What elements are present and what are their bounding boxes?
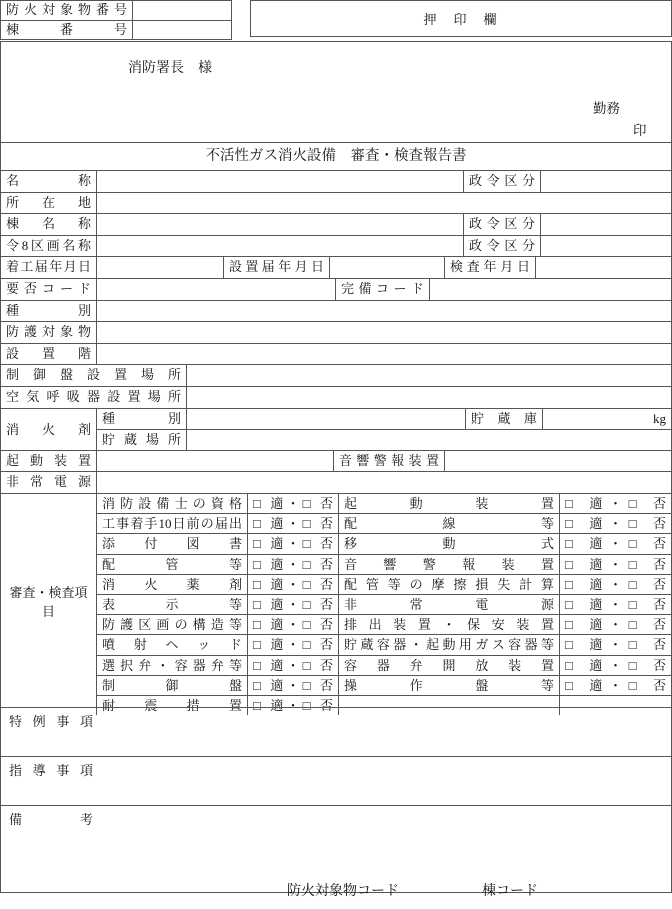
special-notes-section[interactable] <box>1 707 671 756</box>
breathing-apparatus-place-field[interactable] <box>186 387 671 408</box>
checklist-item-left: 表示等 <box>96 595 247 614</box>
pass-fail-checkbox-left[interactable]: □ 適・□ 否 <box>247 534 338 553</box>
pass-fail-checkbox-right[interactable]: □ 適・□ 否 <box>559 615 671 634</box>
pass-fail-checkbox-right[interactable]: □ 適・□ 否 <box>559 575 671 594</box>
pass-fail-checkbox-right[interactable]: □ 適・□ 否 <box>559 656 671 675</box>
install-floor-row <box>1 343 671 365</box>
guidance-notes-section[interactable] <box>1 756 671 805</box>
type-label: 種別 <box>6 302 91 318</box>
building-number-row <box>1 20 231 40</box>
gov-class-label-3: 政令区分 <box>463 236 540 257</box>
yohi-code-row <box>1 278 671 300</box>
breathing-apparatus-place-row <box>1 386 671 408</box>
building-number-label: 棟番号 <box>1 21 133 40</box>
building-name-row <box>1 213 671 235</box>
seal-column-label: 押 印 欄 <box>423 12 499 27</box>
pass-fail-checkbox-right[interactable]: □ 適・□ 否 <box>559 514 671 533</box>
construction-date-field[interactable] <box>96 257 223 278</box>
pass-fail-checkbox-right[interactable]: □ 適・□ 否 <box>559 534 671 553</box>
start-device-field[interactable] <box>96 451 333 472</box>
gov-class-label-1: 政令区分 <box>463 171 540 192</box>
storage-place-label: 貯蔵場所 <box>96 430 186 450</box>
addressee-header <box>1 42 671 142</box>
pass-fail-checkbox-left[interactable]: □ 適・□ 否 <box>247 696 338 715</box>
start-device-label: 起動装置 <box>6 452 91 468</box>
checklist-item-left: 選択弁・容器弁等 <box>96 656 247 675</box>
pass-fail-checkbox-left[interactable]: □ 適・□ 否 <box>247 656 338 675</box>
rei8-section-row <box>1 235 671 257</box>
pass-fail-checkbox-left[interactable]: □ 適・□ 否 <box>247 575 338 594</box>
building-code-label: 棟コード <box>482 884 538 899</box>
checklist-item-left: 消火薬剤 <box>96 575 247 594</box>
footer-codes <box>0 880 672 902</box>
fire-object-code-label: 防火対象物コード <box>287 884 399 899</box>
agent-type-row <box>96 409 671 429</box>
inspection-date-label: 検査年月日 <box>444 257 535 278</box>
checklist-item-right: 貯蔵容器・起動用ガス容器等 <box>338 635 559 654</box>
pass-fail-checkbox-left[interactable]: □ 適・□ 否 <box>247 635 338 654</box>
sound-alarm-label: 音響警報装置 <box>333 451 444 472</box>
gov-class-label-2: 政令区分 <box>463 214 540 235</box>
checklist-item-left: 噴射ヘッド <box>96 635 247 654</box>
control-panel-place-label: 制御盤設置場所 <box>6 367 181 383</box>
agent-type-label: 種別 <box>96 409 186 429</box>
address-field[interactable] <box>96 193 671 214</box>
protected-object-row <box>1 321 671 343</box>
fire-object-number-row <box>1 1 231 20</box>
agent-type-field[interactable] <box>186 409 465 429</box>
building-number-field[interactable] <box>133 21 231 40</box>
kanbi-code-label: 完備コード <box>335 279 429 300</box>
checklist-item-right: 容器弁開放装置 <box>338 656 559 675</box>
kanbi-code-field[interactable] <box>429 279 671 300</box>
object-number-block <box>0 0 232 40</box>
pass-fail-checkbox-left[interactable]: □ 適・□ 否 <box>247 676 338 695</box>
checklist-row <box>96 513 671 533</box>
checklist-item-right: 音響警報装置 <box>338 555 559 574</box>
gov-class-field-1[interactable] <box>540 171 671 192</box>
breathing-apparatus-place-label: 空気呼吸器設置場所 <box>6 388 181 404</box>
extinguishing-agent-block <box>1 408 671 450</box>
construction-date-label: 着工届年月日 <box>6 259 91 275</box>
type-row <box>1 300 671 322</box>
pass-fail-checkbox-right[interactable]: □ 適・□ 否 <box>559 555 671 574</box>
building-name-field[interactable] <box>96 214 463 235</box>
duty-label: 勤務 <box>593 101 620 116</box>
protected-object-label: 防護対象物 <box>6 324 91 340</box>
rei8-section-label: 令8区画名称 <box>6 237 91 253</box>
checklist-item-left: 添付図書 <box>96 534 247 553</box>
sound-alarm-field[interactable] <box>444 451 671 472</box>
checklist-row <box>96 634 671 654</box>
checklist-item-right: 移動式 <box>338 534 559 553</box>
building-name-label: 棟名称 <box>6 216 91 232</box>
yohi-code-label: 要否コード <box>6 280 91 296</box>
name-field[interactable] <box>96 171 463 192</box>
type-field[interactable] <box>96 301 671 322</box>
pass-fail-checkbox-right[interactable]: □ 適・□ 否 <box>559 595 671 614</box>
checklist-row <box>96 494 671 513</box>
yohi-code-field[interactable] <box>96 279 335 300</box>
installation-date-label: 設置届年月日 <box>223 257 329 278</box>
checklist-title-label: 審査・検査項目 <box>9 584 88 619</box>
extinguishing-agent-label: 消火剤 <box>6 421 91 437</box>
checklist-item-left: 耐震措置 <box>96 696 247 715</box>
pass-fail-checkbox-left[interactable]: □ 適・□ 否 <box>247 615 338 634</box>
emergency-power-label: 非常電源 <box>6 474 91 490</box>
storage-place-row <box>96 429 671 450</box>
checklist-row <box>96 614 671 634</box>
fire-object-number-field[interactable] <box>133 1 231 20</box>
checklist-row <box>96 554 671 574</box>
pass-fail-checkbox-left[interactable]: □ 適・□ 否 <box>247 595 338 614</box>
checklist-rows <box>96 494 671 713</box>
extinguishing-agent-subrows <box>96 409 671 450</box>
checklist-title <box>1 494 96 707</box>
checklist-row <box>96 574 671 594</box>
pass-fail-checkbox-right[interactable]: □ 適・□ 否 <box>559 635 671 654</box>
addressee-label: 消防署長 様 <box>128 61 212 76</box>
inspection-date-field[interactable] <box>535 257 671 278</box>
dates-row <box>1 256 671 278</box>
report-main-box <box>0 41 672 893</box>
pass-fail-checkbox-left[interactable]: □ 適・□ 否 <box>247 555 338 574</box>
emergency-power-row <box>1 471 671 493</box>
seal-column-box <box>250 0 672 37</box>
gov-class-field-3[interactable] <box>540 236 671 257</box>
special-notes-label: 特例事項 <box>9 714 93 730</box>
pass-fail-checkbox-right[interactable]: □ 適・□ 否 <box>559 494 671 513</box>
install-floor-label: 設置階 <box>6 345 91 361</box>
fire-object-number-label: 防火対象物番号 <box>1 1 133 20</box>
rei8-section-field[interactable] <box>96 236 463 257</box>
name-row <box>1 170 671 192</box>
remarks-label: 備考 <box>9 812 93 828</box>
installation-date-field[interactable] <box>329 257 444 278</box>
control-panel-place-row <box>1 364 671 386</box>
inspection-checklist <box>1 493 671 713</box>
protected-object-field[interactable] <box>96 322 671 343</box>
start-device-row <box>1 450 671 472</box>
name-label: 名称 <box>6 173 91 188</box>
checklist-row <box>96 675 671 695</box>
checklist-item-left: 工事着手10日前の届出 <box>96 514 247 533</box>
guidance-notes-label: 指導事項 <box>9 763 93 779</box>
pass-fail-checkbox-left[interactable]: □ 適・□ 否 <box>247 494 338 513</box>
checklist-item-left: 防護区画の構造等 <box>96 615 247 634</box>
emergency-power-field[interactable] <box>96 472 671 493</box>
checklist-row <box>96 594 671 614</box>
pass-fail-checkbox-right[interactable]: □ 適・□ 否 <box>559 676 671 695</box>
checklist-item-right: 非常電源 <box>338 595 559 614</box>
checklist-item-left: 制御盤 <box>96 676 247 695</box>
report-title: 不活性ガス消火設備 審査・検査報告書 <box>1 142 671 170</box>
address-row <box>1 192 671 214</box>
checklist-item-right: 操作盤等 <box>338 676 559 695</box>
checklist-item-right: 起動装置 <box>338 494 559 513</box>
checklist-item-right: 配線等 <box>338 514 559 533</box>
checklist-item-right: 配管等の摩擦損失計算 <box>338 575 559 594</box>
checklist-item-right: 排出装置・保安装置 <box>338 615 559 634</box>
storage-tank-label: 貯蔵庫 <box>465 409 542 429</box>
storage-kg-field[interactable]: kg <box>542 409 671 429</box>
pass-fail-checkbox-left[interactable]: □ 適・□ 否 <box>247 514 338 533</box>
storage-place-field[interactable] <box>186 430 671 450</box>
seal-word-label: 印 <box>633 123 647 138</box>
control-panel-place-field[interactable] <box>186 365 671 386</box>
gov-class-field-2[interactable] <box>540 214 671 235</box>
checklist-item-left: 消防設備士の資格 <box>96 494 247 513</box>
install-floor-field[interactable] <box>96 344 671 365</box>
checklist-row <box>96 655 671 675</box>
checklist-item-left: 配管等 <box>96 555 247 574</box>
address-label: 所在地 <box>6 194 91 210</box>
checklist-row <box>96 533 671 553</box>
